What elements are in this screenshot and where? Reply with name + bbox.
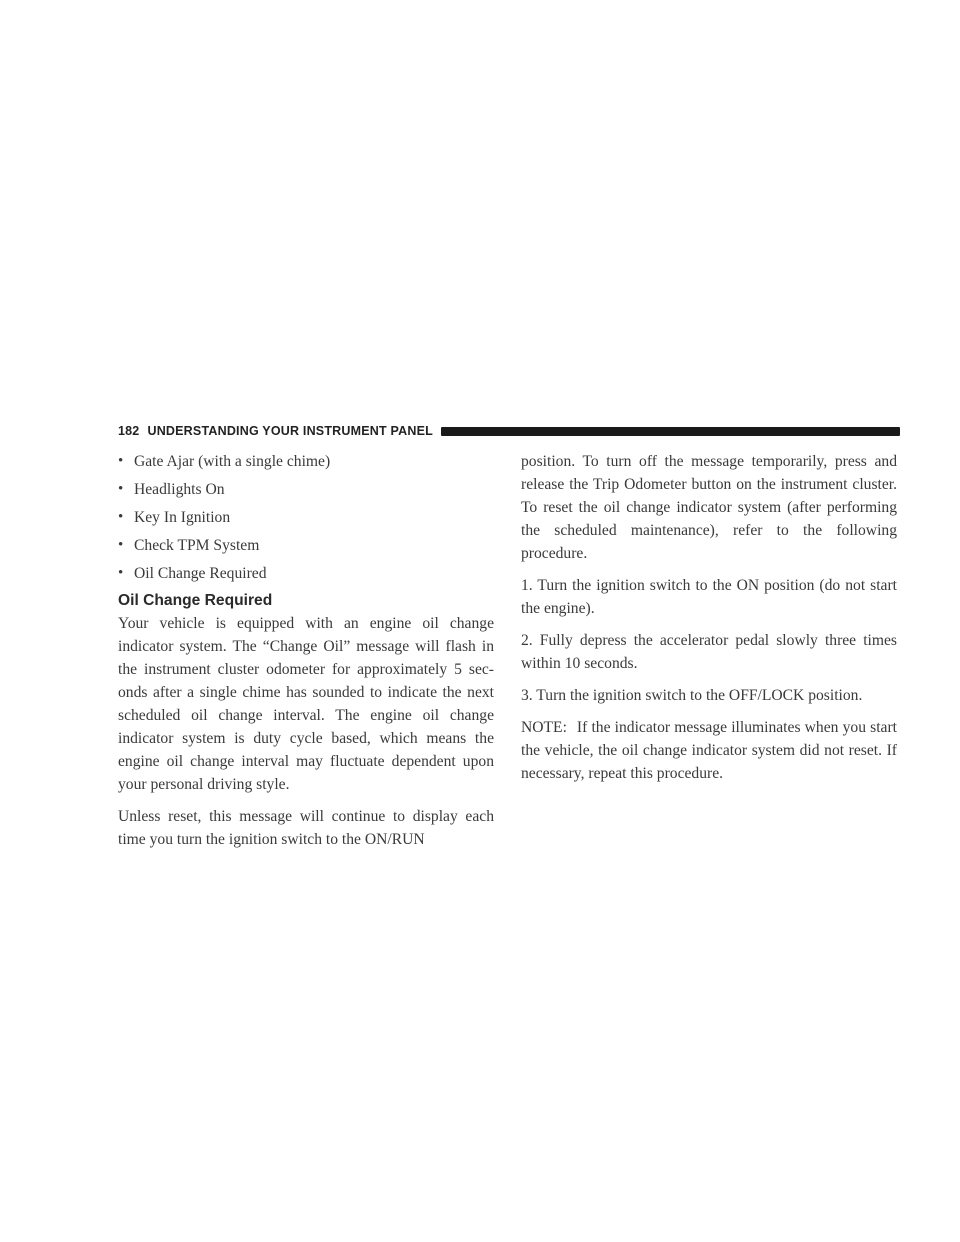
list-item (118, 450, 494, 473)
bullet-icon: • (118, 453, 124, 469)
list-item-text: Key In Ignition (134, 509, 231, 526)
list-item-text: Oil Change Required (134, 565, 267, 582)
list-item (118, 534, 494, 557)
step-3: 3. Turn the ignition switch to the OFF/LOCK position. (521, 687, 863, 704)
left-column (118, 450, 494, 860)
paragraph-unless-reset: Unless reset, this message will continue to display each time you turn the ignition switch to the ON/RUN (118, 808, 494, 848)
list-item-text: Gate Ajar (with a single chime) (134, 453, 331, 470)
paragraph-oil-change-intro: Your vehicle is equipped with an engine oil change indicator system. The “Change Oil” message will flash in the instrument cluster odometer for approximately 5 sec- onds after a single chime has sounded to indicate the next scheduled oil change interval. The engine oil change indicator system is duty cycle based, which means the engine oil change interval may fluctuate dependent upon your personal driving style. (118, 615, 494, 793)
header-rule (441, 427, 900, 436)
step-2: 2. Fully depress the accelerator pedal slowly three times within 10 seconds. (521, 632, 897, 672)
list-item (118, 478, 494, 501)
bullet-icon: • (118, 537, 124, 553)
section-title: UNDERSTANDING YOUR INSTRUMENT PANEL (147, 424, 433, 438)
message-list (118, 450, 494, 585)
list-item (118, 562, 494, 585)
page-number: 182 (118, 424, 140, 438)
step-1: 1. Turn the ignition switch to the ON position (do not start the engine). (521, 577, 897, 617)
list-item-text: Headlights On (134, 481, 225, 498)
note-paragraph (521, 716, 897, 785)
page-header (118, 420, 900, 442)
bullet-icon: • (118, 565, 124, 581)
note-text: If the indicator message illuminates when you start the vehicle, the oil change indicator system did not reset. If necessary, repeat this procedure. (521, 719, 897, 782)
note-label: NOTE: (521, 719, 567, 736)
bullet-icon: • (118, 509, 124, 525)
subheading-oil-change-required: Oil Change Required (118, 592, 273, 609)
paragraph-continued: position. To turn off the message temporarily, press and release the Trip Odometer button on the instrument cluster. To reset the oil change indicator system (after performing the scheduled maintenance), refer to the following procedure. (521, 453, 897, 562)
bullet-icon: • (118, 481, 124, 497)
right-column (521, 450, 897, 794)
list-item-text: Check TPM System (134, 537, 260, 554)
list-item (118, 506, 494, 529)
